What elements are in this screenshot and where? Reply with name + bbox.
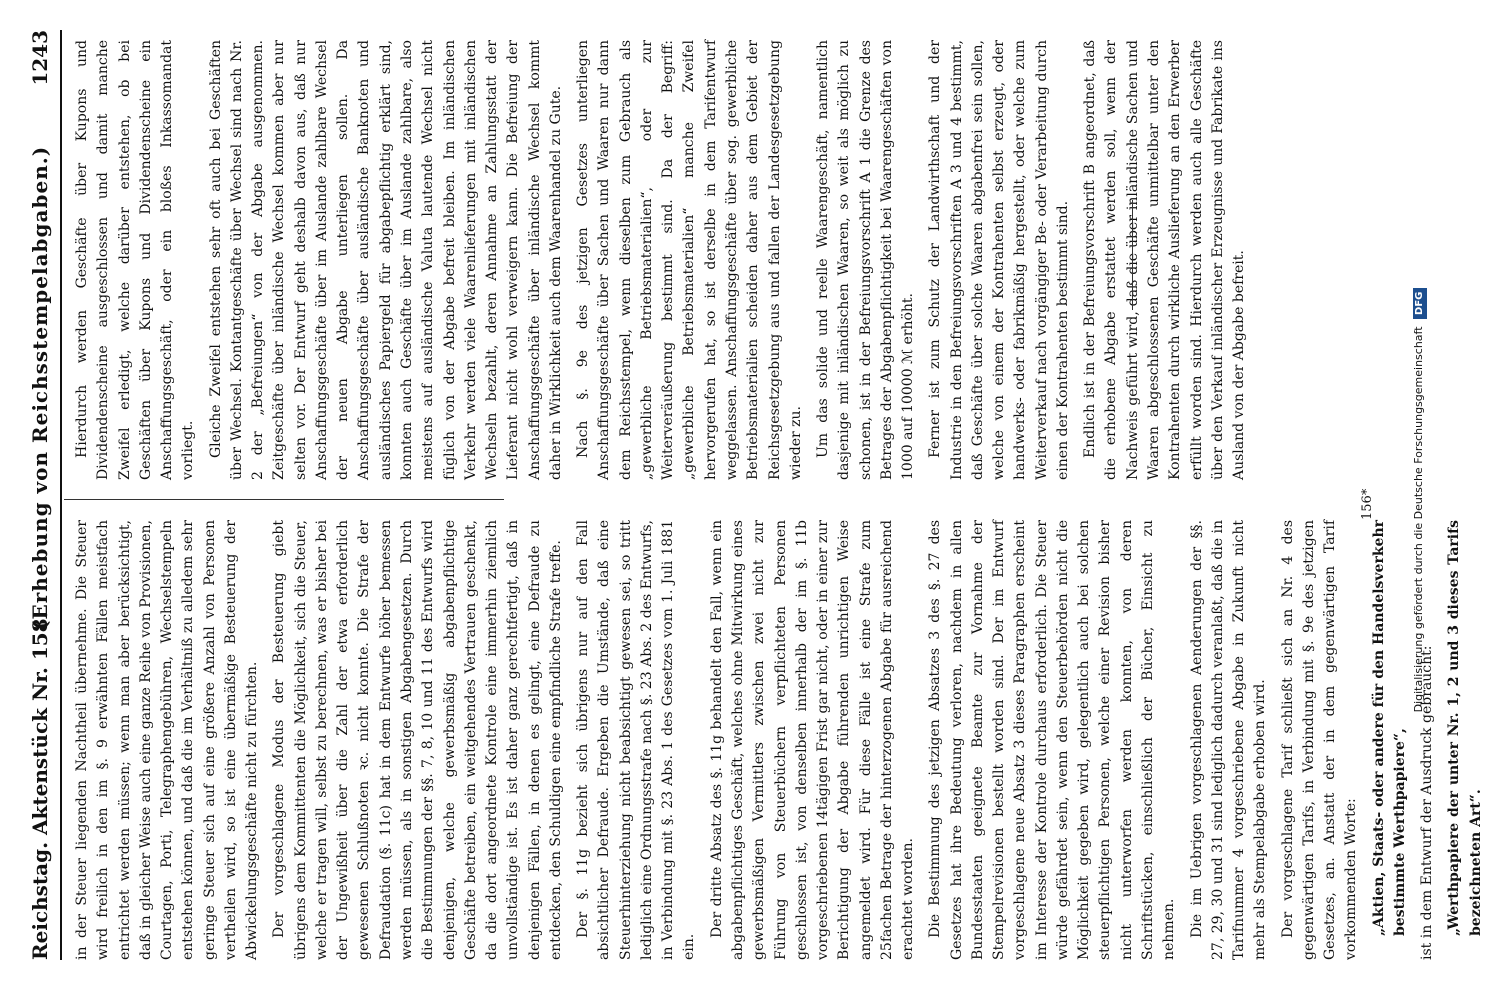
end-rule <box>1132 200 1133 310</box>
paragraph: in der Steuer liegenden Nachtheil übernehme. Die Steuer wird freilich in den im §. 9 erwähnten Fällen meistfach entrichtet werden müssen; wenn man aber berücksichtigt, daß in gleicher Weise auch eine ganze Reihe von Provisionen, Courtagen, Porti, Telegraphengebühren, Wechselstempeln entstehen können, und daß die im Verhältniß zu alledem sehr geringe Steuer sich auf eine größere Anzahl von Personen vertheilen wird, so ist eine übermäßige Besteuerung der Abwickelungsgeschäfte nicht zu fürchten. <box>74 520 261 960</box>
header-subtitle: (Erhebung von Reichsstempelabgaben.) <box>28 145 52 630</box>
paragraph: Hierdurch werden Geschäfte über Kupons und Dividendenscheine ausgeschlossen und damit manche Zweifel erledigt, welche darüber entstehen, ob bei Geschäften über Kupons und Dividendenscheine ein Anschaffungsgeschäft, oder ein bloßes Inkassomandat vorliegt. <box>74 40 197 480</box>
paragraph: Ferner ist zum Schutz der Landwirthschaft und der Industrie in den Befreiungsvorschriften A 3 und 4 bestimmt, daß Geschäfte über solche Waaren abgabenfrei sein sollen, welche von einem der Kontrahenten selbst erzeugt, oder handwerks- oder fabrikmäßig hergestellt, oder welche zum Weiterverkauf nach vorgängiger Be- oder Verarbeitung durch einen der Kontrahenten bestimmt sind. <box>927 40 1071 480</box>
quote-new-wording: „Werthpapiere der unter Nr. 1, 2 und 3 dieses Tarifs bezeichneten Art“. <box>1446 520 1484 936</box>
digitization-note <box>1405 0 1432 1000</box>
paragraph: Die im Uebrigen vorgeschlagenen Aenderungen der §§. 27, 29, 30 und 31 sind lediglich dadurch veranlaßt, daß die in Tarifnummer 4 vorgeschriebene Abgabe in Zukunft nicht mehr als Stempelabgabe erhoben wird. <box>1188 520 1269 960</box>
right-text-column <box>72 40 1256 480</box>
header-rule <box>60 30 62 960</box>
quote-old-wording: „Aktien, Staats- oder andere für den Handelsverkehr bestimmte Werthpapiere“, <box>1370 520 1408 936</box>
digitization-text: Digitalisierung gefördert durch die Deutsche Forschungsgemeinschaft <box>1412 326 1425 713</box>
paragraph: Der vorgeschlagene Modus der Besteuerung giebt übrigens dem Kommittenten die Möglichkeit, sich die Steuer, welche er tragen will, selbst zu berechnen, was er bisher bei der Ungewißheit über die Zahl der etwa erforderlich gewesenen Schlußnoten ꝛc. nicht konnte. Die Strafe der Defraudation (§. 11c) hat in dem Entwurfe höher bemessen werden müssen, als in sonstigen Abgabengesetzen. Durch die Bestimmungen der §§. 7, 8, 10 und 11 des Entwurfs wird denjenigen, welche gewerbsmäßig abgabenpflichtige Geschäfte betreiben, ein weitgehendes Vertrauen geschenkt, da die dort angeordnete Kontrole eine immerhin ziemlich unvollständige ist. Es ist daher ganz gerechtfertigt, daß in denjenigen Fällen, in denen es gelingt, eine Defraude zu entdecken, den Schuldigen eine empfindliche Strafe treffe. <box>271 520 564 960</box>
paragraph: Der vorgeschlagene Tarif schließt sich an Nr. 4 des gegenwärtigen Tarifs, in Verbindung mit §. 9e des jetzigen Gesetzes, an. Anstatt der in dem gegenwärtigen Tarif vorkommenden Worte: <box>1279 520 1360 960</box>
dfg-logo: DFG <box>1413 288 1427 319</box>
header-title: Reichstag. Aktenstück Nr. 158. <box>28 611 52 960</box>
signature-mark: 156* <box>1360 488 1375 520</box>
header-page-number: 1243 <box>28 30 52 86</box>
paragraph: Gleiche Zweifel entstehen sehr oft auch bei Geschäften über Wechsel. Kontantgeschäfte über Wechsel sind nach Nr. 2 der „Befreiungen“ von der Abgabe ausgenommen. Zeitgeschäfte über inländische Wechsel kommen aber nur selten vor. Der Entwurf geht deshalb davon aus, daß nur Anschaffungsgeschäfte über im Auslande zahlbare Wechsel der neuen Abgabe unterliegen sollen. Da Anschaffungsgeschäfte über ausländische Banknoten und ausländisches Papiergeld für abgabepflichtig erklärt sind, konnten auch Geschäfte über im Auslande zahlbare, also meistens auf ausländische Valuta lautende Wechsel nicht füglich von der Abgabe befreit bleiben. Im inländischen Verkehr werden viele Waarenlieferungen mit inländischen Wechseln bezahlt, deren Annahme an Zahlungsstatt der Lieferant nicht wohl verweigern kann. Die Befreiung der Anschaffungsgeschäfte über inländische Wechsel kommt daher in Wirklichkeit auch dem Waarenhandel zu Gute. <box>207 40 564 480</box>
column-divider <box>64 499 504 500</box>
paragraph: Um das solide und reelle Waarengeschäft, namentlich dasjenige mit inländischen Waaren, so weit als möglich zu schonen, ist in der Befreiungsvorschrift A 1 die Grenze des Betrages der Abgabenpflichtigkeit bei Waarengeschäften von 1000 auf 10000 ℳ erhöht. <box>815 40 917 480</box>
paragraph: Der dritte Absatz des §. 11g behandelt den Fall, wenn ein abgabenpflichtiges Geschäft, welches ohne Mitwirkung eines gewerbsmäßigen Vermittlers zwischen zwei nicht zur Führung von Steuerbüchern verpflichteten Personen geschlossen ist, von denselben innerhalb der im §. 11b vorgeschriebenen 14tägigen Frist gar nicht, oder in einer zur Berichtigung der Abgabe führenden unrichtigen Weise angemeldet wird. Für diese Fälle ist eine Strafe zum 25fachen Betrage der hinterzogenen Abgabe für ausreichend erachtet worden. <box>708 520 917 960</box>
page-header <box>22 30 62 960</box>
paragraph: Die Bestimmung des jetzigen Absatzes 3 des §. 27 des Gesetzes hat ihre Bedeutung verloren, nachdem in allen Bundesstaaten geeignete Beamte zur Vornahme der Stempelrevisionen bestellt worden sind. Der im Entwurf vorgeschlagene neue Absatz 3 dieses Paragraphen erscheint im Interesse der Kontrole durchaus erforderlich. Die Steuer würde gefährdet sein, wenn den Steuerbehörden nicht die Möglichkeit gegeben wird, gelegentlich auch bei solchen steuerpflichtigen Personen, welche einer Revision bisher nicht unterworfen werden konnten, von deren Schriftstücken, einschließlich der Bücher, Einsicht zu nehmen. <box>927 520 1178 960</box>
paragraph: Endlich ist in der Befreiungsvorschrift B angeordnet, daß die erhobene Abgabe erstattet werden soll, wenn der Nachweis geführt wird, daß die über inländische Sachen und Waaren abgeschlossenen Geschäfte unmittelbar unter den Kontrahenten durch wirkliche Auslieferung an den Erwerber erfüllt worden sind. Hierdurch werden auch alle Geschäfte über den Verkauf inländischer Erzeugnisse und Fabrikate ins Ausland von der Abgabe befreit. <box>1082 40 1248 480</box>
left-text-column <box>72 520 1493 960</box>
paragraph: Der §. 11g bezieht sich übrigens nur auf den Fall absichtlicher Defraude. Ergeben die Umstände, daß eine Steuerhinterziehung nicht beabsichtigt gewesen sei, so tritt lediglich eine Ordnungsstrafe nach §. 23 Abs. 2 des Entwurfs, in Verbindung mit §. 23 Abs. 1 des Gesetzes vom 1. Juli 1881 ein. <box>575 520 698 960</box>
paragraph: Nach §. 9e des jetzigen Gesetzes unterliegen Anschaffungsgeschäfte über Sachen und Waaren nur dann dem Reichsstempel, wenn dieselben zum Gebrauch als „gewerbliche Betriebsmaterialien“, oder zur Weiterveräußerung bestimmt sind. Da der Begriff: „gewerbliche Betriebsmaterialien“ manche Zweifel hervorgerufen hat, so ist derselbe in dem Tarifentwurf weggelassen. Anschaffungsgeschäfte über sog. gewerbliche Betriebsmaterialien scheiden daher aus dem Gebiet der Reichsgesetzgebung aus und fallen der Landesgesetzgebung wieder zu. <box>575 40 804 480</box>
quote-intro: ist in dem Entwurf der Ausdruck gebraucht: <box>1419 645 1436 960</box>
